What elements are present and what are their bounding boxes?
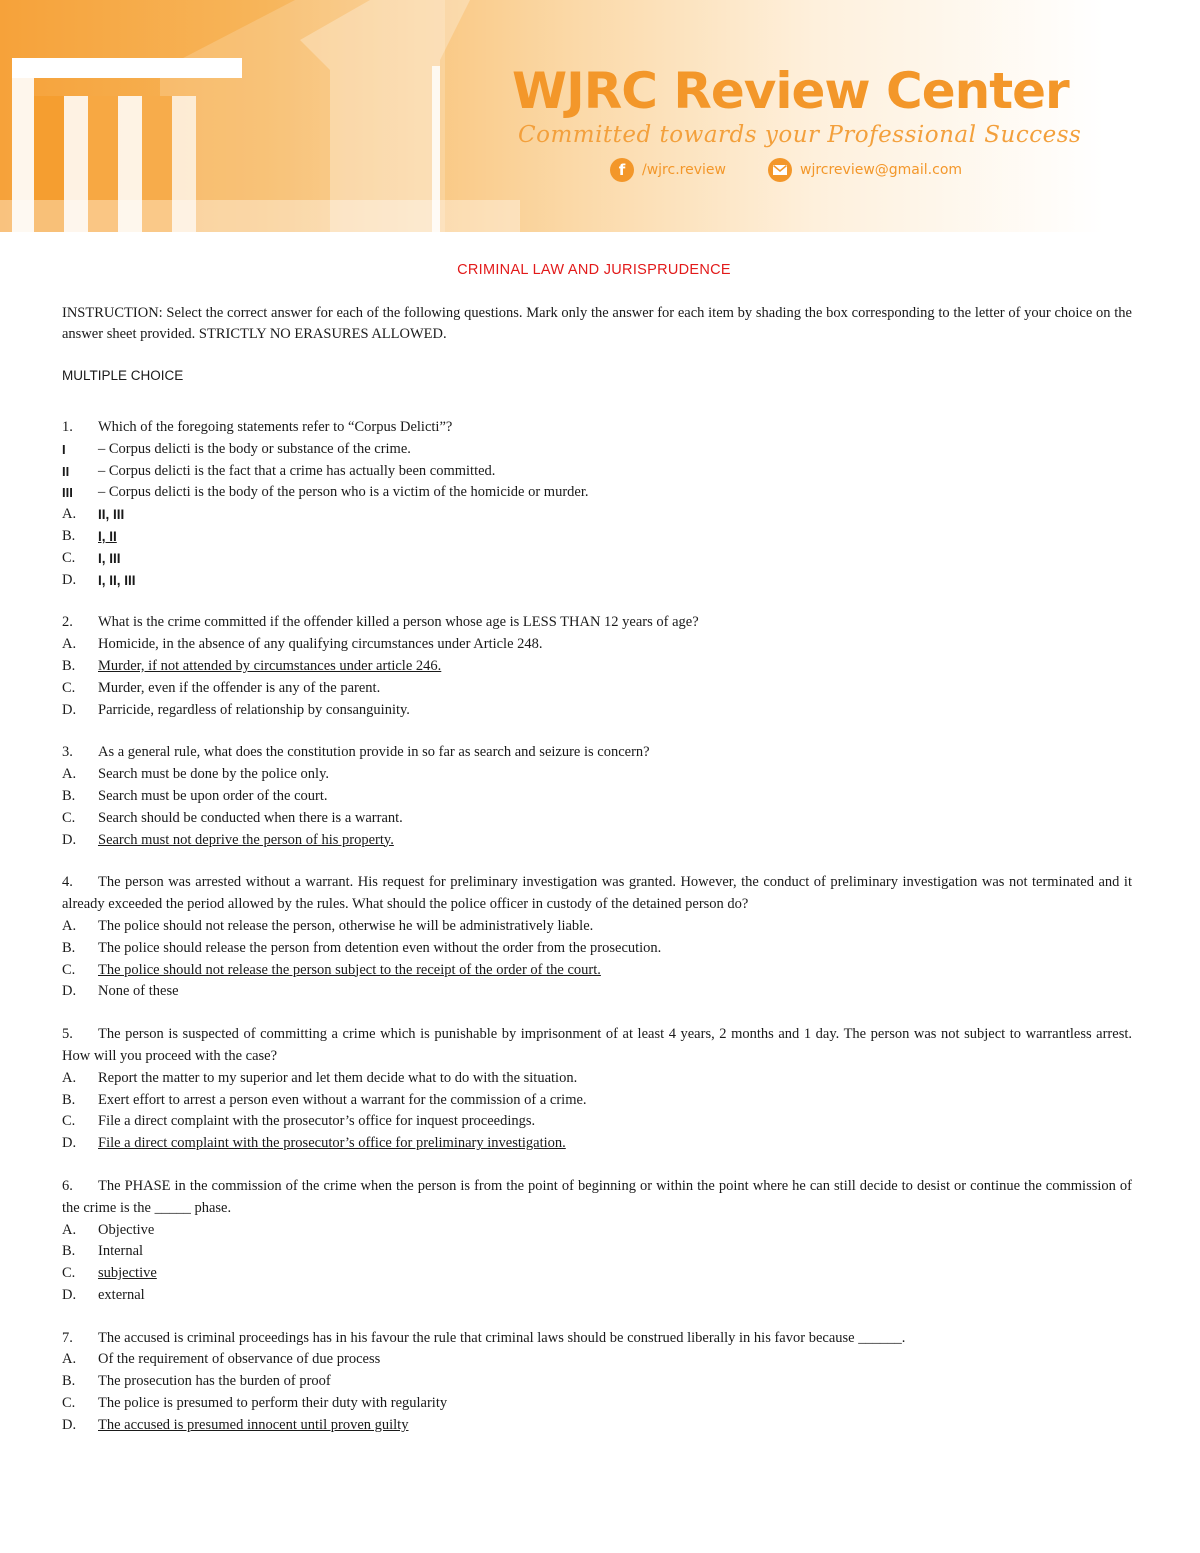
choice-letter: B. — [62, 1091, 76, 1108]
question-1 — [62, 417, 1132, 591]
choice-text: Report the matter to my superior and let them decide what to do with the situation. — [98, 1069, 578, 1086]
choice-text: None of these — [98, 983, 179, 1000]
facebook-icon: f — [610, 158, 634, 182]
statement-text: – Corpus delicti is the fact that a crime has actually been committed. — [98, 462, 496, 479]
choice-letter: D. — [62, 701, 77, 718]
choice-text: Search must be upon order of the court. — [98, 787, 328, 804]
choice-letter: C. — [62, 679, 76, 696]
statement-label: II — [62, 463, 70, 479]
section-label: MULTIPLE CHOICE — [62, 368, 184, 383]
question-number: 4. — [62, 874, 73, 891]
choice-text: Homicide, in the absence of any qualifying circumstances under Article 248. — [98, 636, 543, 653]
brand-tagline: Committed towards your Professional Success — [518, 122, 1082, 148]
choice-text: The prosecution has the burden of proof — [98, 1373, 331, 1390]
choice-text: I, III — [98, 550, 121, 566]
email-address: wjrcreview@gmail.com — [800, 162, 963, 178]
statement-text: – Corpus delicti is the body of the person who is a victim of the homicide or murder. — [98, 484, 589, 501]
question-text: The person is suspected of committing a crime which is punishable by imprisonment of at least 4 years, 2 months and 1 day. The person was not subject to warrantless arrest. How will you proceed with the case? — [62, 1026, 1132, 1064]
question-number: 2. — [62, 614, 73, 631]
question-stem — [62, 1176, 1132, 1220]
question-number: 5. — [62, 1026, 73, 1043]
choice-text: Murder, even if the offender is any of the parent. — [98, 679, 381, 696]
choice-letter: C. — [62, 1265, 76, 1282]
choice-text-correct: subjective — [98, 1265, 157, 1282]
choice-text-correct: The accused is presumed innocent until proven guilty — [98, 1416, 409, 1433]
question-text: The accused is criminal proceedings has in his favour the rule that criminal laws should be construed liberally in his favor because ______. — [98, 1329, 906, 1346]
choice-letter: C. — [62, 961, 76, 978]
choice-text-correct: I, II — [98, 528, 117, 544]
choice-letter: B. — [62, 527, 76, 544]
question-number: 1. — [62, 419, 73, 435]
facebook-handle: /wjrc.review — [642, 162, 726, 178]
choice-text-correct: File a direct complaint with the prosecutor’s office for preliminary investigation. — [98, 1135, 566, 1152]
choice-text: Search should be conducted when there is a warrant. — [98, 809, 403, 826]
choice-letter: D. — [62, 1286, 77, 1303]
facebook-contact[interactable] — [610, 158, 726, 182]
choice-letter: D. — [62, 831, 77, 848]
question-stem — [62, 1024, 1132, 1068]
question-number: 6. — [62, 1177, 73, 1194]
choice-letter: A. — [62, 766, 77, 783]
statement-text: – Corpus delicti is the body or substance of the crime. — [98, 440, 411, 457]
instruction-text: INSTRUCTION: Select the correct answer for each of the following questions. Mark only the answer for each item by shading the box corresponding to the letter of your choice on the answer sheet provided. STRICTLY NO ERASURES ALLOWED. — [62, 305, 1132, 342]
question-number: 3. — [62, 744, 73, 761]
choice-text: The police should release the person from detention even without the order from the prosecution. — [98, 939, 662, 956]
choice-text: The police is presumed to perform their duty with regularity — [98, 1395, 448, 1412]
question-text: The PHASE in the commission of the crime when the person is from the point of beginning or within the point where he can still decide to desist or continue the commission of the crime is the _____ phase. — [62, 1177, 1132, 1216]
question-text: As a general rule, what does the constitution provide in so far as search and seizure is concern? — [98, 744, 650, 761]
choice-text: external — [98, 1286, 145, 1303]
choice-letter: D. — [62, 983, 77, 1000]
choice-letter: D. — [62, 1135, 77, 1152]
question-7 — [62, 1328, 1132, 1437]
header-banner — [0, 0, 1200, 232]
question-stem — [62, 872, 1132, 916]
choice-letter: B. — [62, 1243, 76, 1260]
choice-letter: B. — [62, 787, 76, 804]
question-text: The person was arrested without a warrant. His request for preliminary investigation was granted. However, the conduct of preliminary investigation was not terminated and it already exceeded the period allowed by the rules. What should the police officer in custody of the detained person do? — [62, 874, 1132, 913]
question-2 — [62, 612, 1132, 721]
choice-letter: A. — [62, 636, 77, 653]
choice-text-correct: Murder, if not attended by circumstances under article 246. — [98, 657, 442, 674]
choice-text: Objective — [98, 1221, 155, 1238]
question-5 — [62, 1024, 1132, 1155]
choice-letter: A. — [62, 1351, 77, 1368]
choice-text: The police should not release the person, otherwise he will be administratively liable. — [98, 917, 594, 934]
choice-letter: B. — [62, 657, 76, 674]
choice-text: File a direct complaint with the prosecutor’s office for inquest proceedings. — [98, 1113, 536, 1130]
email-contact[interactable] — [768, 158, 962, 182]
choice-text-correct: Search must not deprive the person of his property. — [98, 831, 394, 848]
choice-letter: B. — [62, 1373, 76, 1390]
choice-letter: B. — [62, 939, 76, 956]
choice-letter: D. — [62, 571, 77, 588]
question-6 — [62, 1176, 1132, 1307]
statement-label: III — [62, 485, 73, 501]
choice-text: Of the requirement of observance of due process — [98, 1351, 381, 1368]
choice-text: Parricide, regardless of relationship by consanguinity. — [98, 701, 410, 718]
choice-text: I, II, III — [98, 572, 136, 588]
question-number: 7. — [62, 1329, 73, 1346]
question-text: What is the crime committed if the offender killed a person whose age is LESS THAN 12 years of age? — [98, 614, 699, 631]
choice-text: Exert effort to arrest a person even without a warrant for the commission of a crime. — [98, 1091, 587, 1108]
choice-letter: C. — [62, 1395, 76, 1412]
choice-letter: A. — [62, 1221, 77, 1238]
email-icon — [768, 158, 792, 182]
choice-text-correct: The police should not release the person subject to the receipt of the order of the court. — [98, 961, 601, 978]
document-body — [62, 303, 1132, 1458]
choice-letter: A. — [62, 506, 77, 523]
choice-letter: A. — [62, 1069, 77, 1086]
question-4 — [62, 872, 1132, 1003]
brand-title: WJRC Review Center — [512, 62, 1069, 120]
choice-letter: C. — [62, 1113, 76, 1130]
choice-letter: C. — [62, 549, 76, 566]
document-title: CRIMINAL LAW AND JURISPRUDENCE — [457, 262, 731, 278]
choice-letter: C. — [62, 809, 76, 826]
choice-text: Internal — [98, 1243, 144, 1260]
choice-letter: D. — [62, 1416, 77, 1433]
question-list — [62, 417, 1132, 1437]
building-arrow-logo — [0, 0, 520, 232]
question-3 — [62, 742, 1132, 851]
choice-text: II, III — [98, 507, 125, 523]
choice-letter: A. — [62, 917, 77, 934]
question-text: Which of the foregoing statements refer to “Corpus Delicti”? — [98, 419, 453, 435]
choice-text: Search must be done by the police only. — [98, 766, 330, 783]
statement-label: I — [62, 441, 66, 457]
